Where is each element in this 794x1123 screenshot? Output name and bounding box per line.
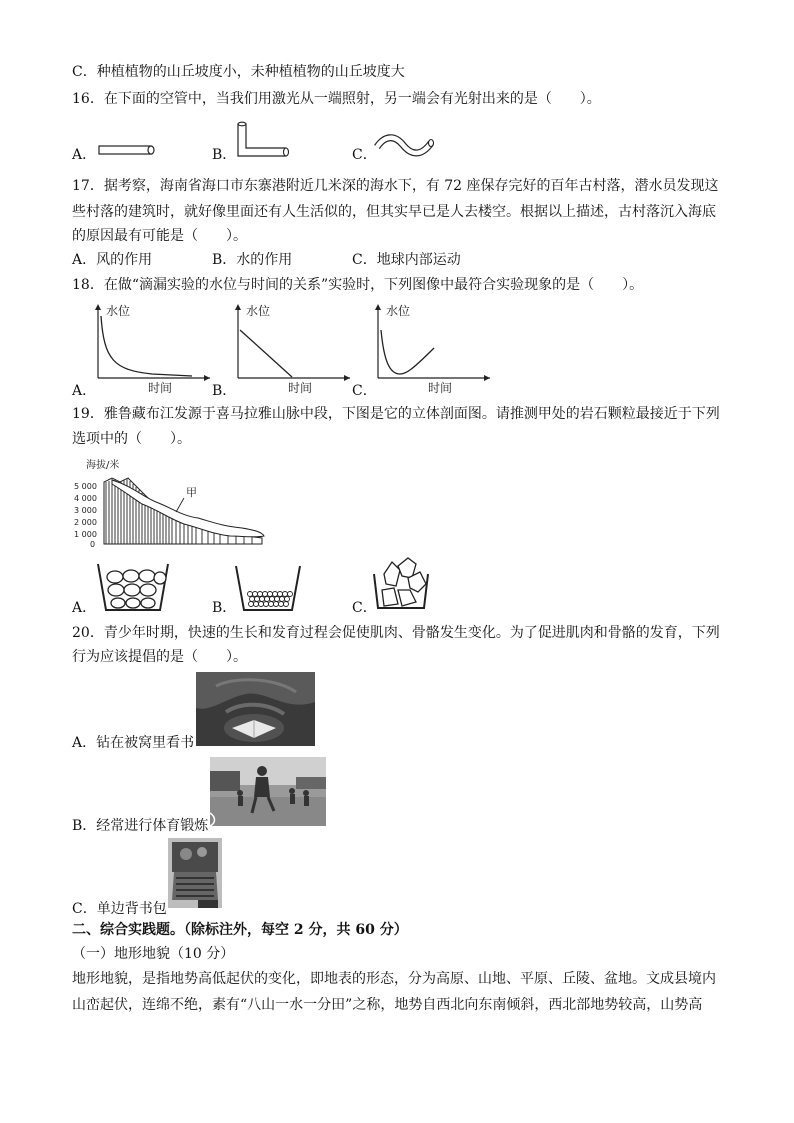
section-2-heading: 二、综合实践题。（除标注外，每空 2 分，共 60 分） xyxy=(72,922,408,938)
q17-option-a[interactable]: A．风的作用 xyxy=(72,252,153,268)
q18-option-c[interactable]: C． xyxy=(352,383,377,399)
graph-a-ylabel: 水位 xyxy=(106,304,131,318)
q17-stem-line1: 17．据考察，海南省海口市东寨港附近几米深的海水下，有 72 座保存完好的百年古村落，潜水员发现这 xyxy=(72,178,719,194)
q17-option-b[interactable]: B．水的作用 xyxy=(212,252,293,268)
profile-tick-2000: 2 000 xyxy=(74,518,97,527)
q17-option-c[interactable]: C．地球内部运动 xyxy=(352,252,461,268)
graph-c-ylabel: 水位 xyxy=(386,304,411,318)
graph-b-xlabel: 时间 xyxy=(288,381,313,395)
q20-option-a[interactable]: A．钻在被窝里看书 xyxy=(72,735,195,751)
paragraph-line1: 地形地貌，是指地势高低起伏的变化，即地表的形态，分为高原、山地、平原、丘陵、盆地。文成县境内 xyxy=(72,971,716,987)
l-shaped-tube-icon xyxy=(234,122,292,162)
q16-option-c[interactable]: C． xyxy=(352,147,377,163)
profile-tick-0: 0 xyxy=(90,540,96,549)
straight-tube-icon xyxy=(98,140,158,160)
graph-a xyxy=(92,300,217,395)
graph-b-line xyxy=(240,330,292,377)
one-shoulder-backpack-photo xyxy=(168,838,222,908)
profile-tick-3000: 3 000 xyxy=(74,506,97,515)
q16-option-b[interactable]: B． xyxy=(212,147,237,163)
q17-stem-line3: 的原因最有可能是（ ）。 xyxy=(72,228,247,244)
q20-stem-line2: 行为应该提倡的是（ ）。 xyxy=(72,649,247,665)
graph-b-ylabel: 水位 xyxy=(246,304,271,318)
subsection-1-heading: （一）地形地貌（10 分） xyxy=(72,946,235,962)
profile-tick-4000: 4 000 xyxy=(74,494,97,503)
q20-option-c[interactable]: C．单边背书包 xyxy=(72,901,167,917)
river-profile-figure xyxy=(72,456,272,552)
profile-tick-5000: 5 000 xyxy=(74,482,97,491)
container-large-rocks-icon xyxy=(96,562,174,614)
q19-option-c[interactable]: C． xyxy=(352,600,377,616)
q19-option-b[interactable]: B． xyxy=(212,600,237,616)
q18-stem: 18．在做“滴漏实验的水位与时间的关系”实验时，下列图像中最符合实验现象的是（ ）。 xyxy=(72,277,644,293)
q16-stem: 16．在下面的空管中，当我们用激光从一端照射，另一端会有光射出来的是（ ）。 xyxy=(72,91,601,107)
profile-tick-1000: 1 000 xyxy=(74,530,97,539)
q18-option-b[interactable]: B． xyxy=(212,383,237,399)
q15-option-c: C．种植植物的山丘坡度小，未种植植物的山丘坡度大 xyxy=(72,64,405,80)
graph-c xyxy=(372,300,497,395)
graph-b xyxy=(232,300,357,395)
wavy-tube-icon xyxy=(375,133,437,161)
graph-a-xlabel: 时间 xyxy=(148,381,173,395)
children-exercising-photo xyxy=(210,757,326,826)
q19-stem-line1: 19．雅鲁藏布江发源于喜马拉雅山脉中段，下图是它的立体剖面图。请推测甲处的岩石颗粒最接近于下列 xyxy=(72,406,720,422)
reading-under-blanket-photo xyxy=(196,672,315,746)
graph-a-curve xyxy=(101,316,192,376)
paragraph-line2: 山峦起伏，连绵不绝，素有“八山一水一分田”之称，地势自西北向东南倾斜，西北部地势较高，山势高 xyxy=(72,997,703,1013)
profile-marker-jia: 甲 xyxy=(186,486,197,499)
graph-c-curve xyxy=(381,330,434,374)
graph-c-xlabel: 时间 xyxy=(428,381,453,395)
q19-stem-line2: 选项中的（ ）。 xyxy=(72,431,191,447)
q19-option-a[interactable]: A． xyxy=(72,600,97,616)
profile-ylabel: 海拔/米 xyxy=(86,460,120,471)
q18-option-a[interactable]: A． xyxy=(72,383,97,399)
container-angular-rocks-icon xyxy=(372,556,432,612)
q17-stem-line2: 些村落的建筑时，就好像里面还有人生活似的，但其实早已是人去楼空。根据以上描述，古村落沉入海底 xyxy=(72,204,716,220)
q20-stem-line1: 20．青少年时期，快速的生长和发育过程会促使肌肉、骨骼发生变化。为了促进肌肉和骨骼的发育，下列 xyxy=(72,625,720,641)
container-fine-grains-icon xyxy=(234,564,306,614)
q20-option-b[interactable]: B．经常进行体育锻炼 xyxy=(72,818,209,834)
q16-option-a[interactable]: A． xyxy=(72,147,97,163)
